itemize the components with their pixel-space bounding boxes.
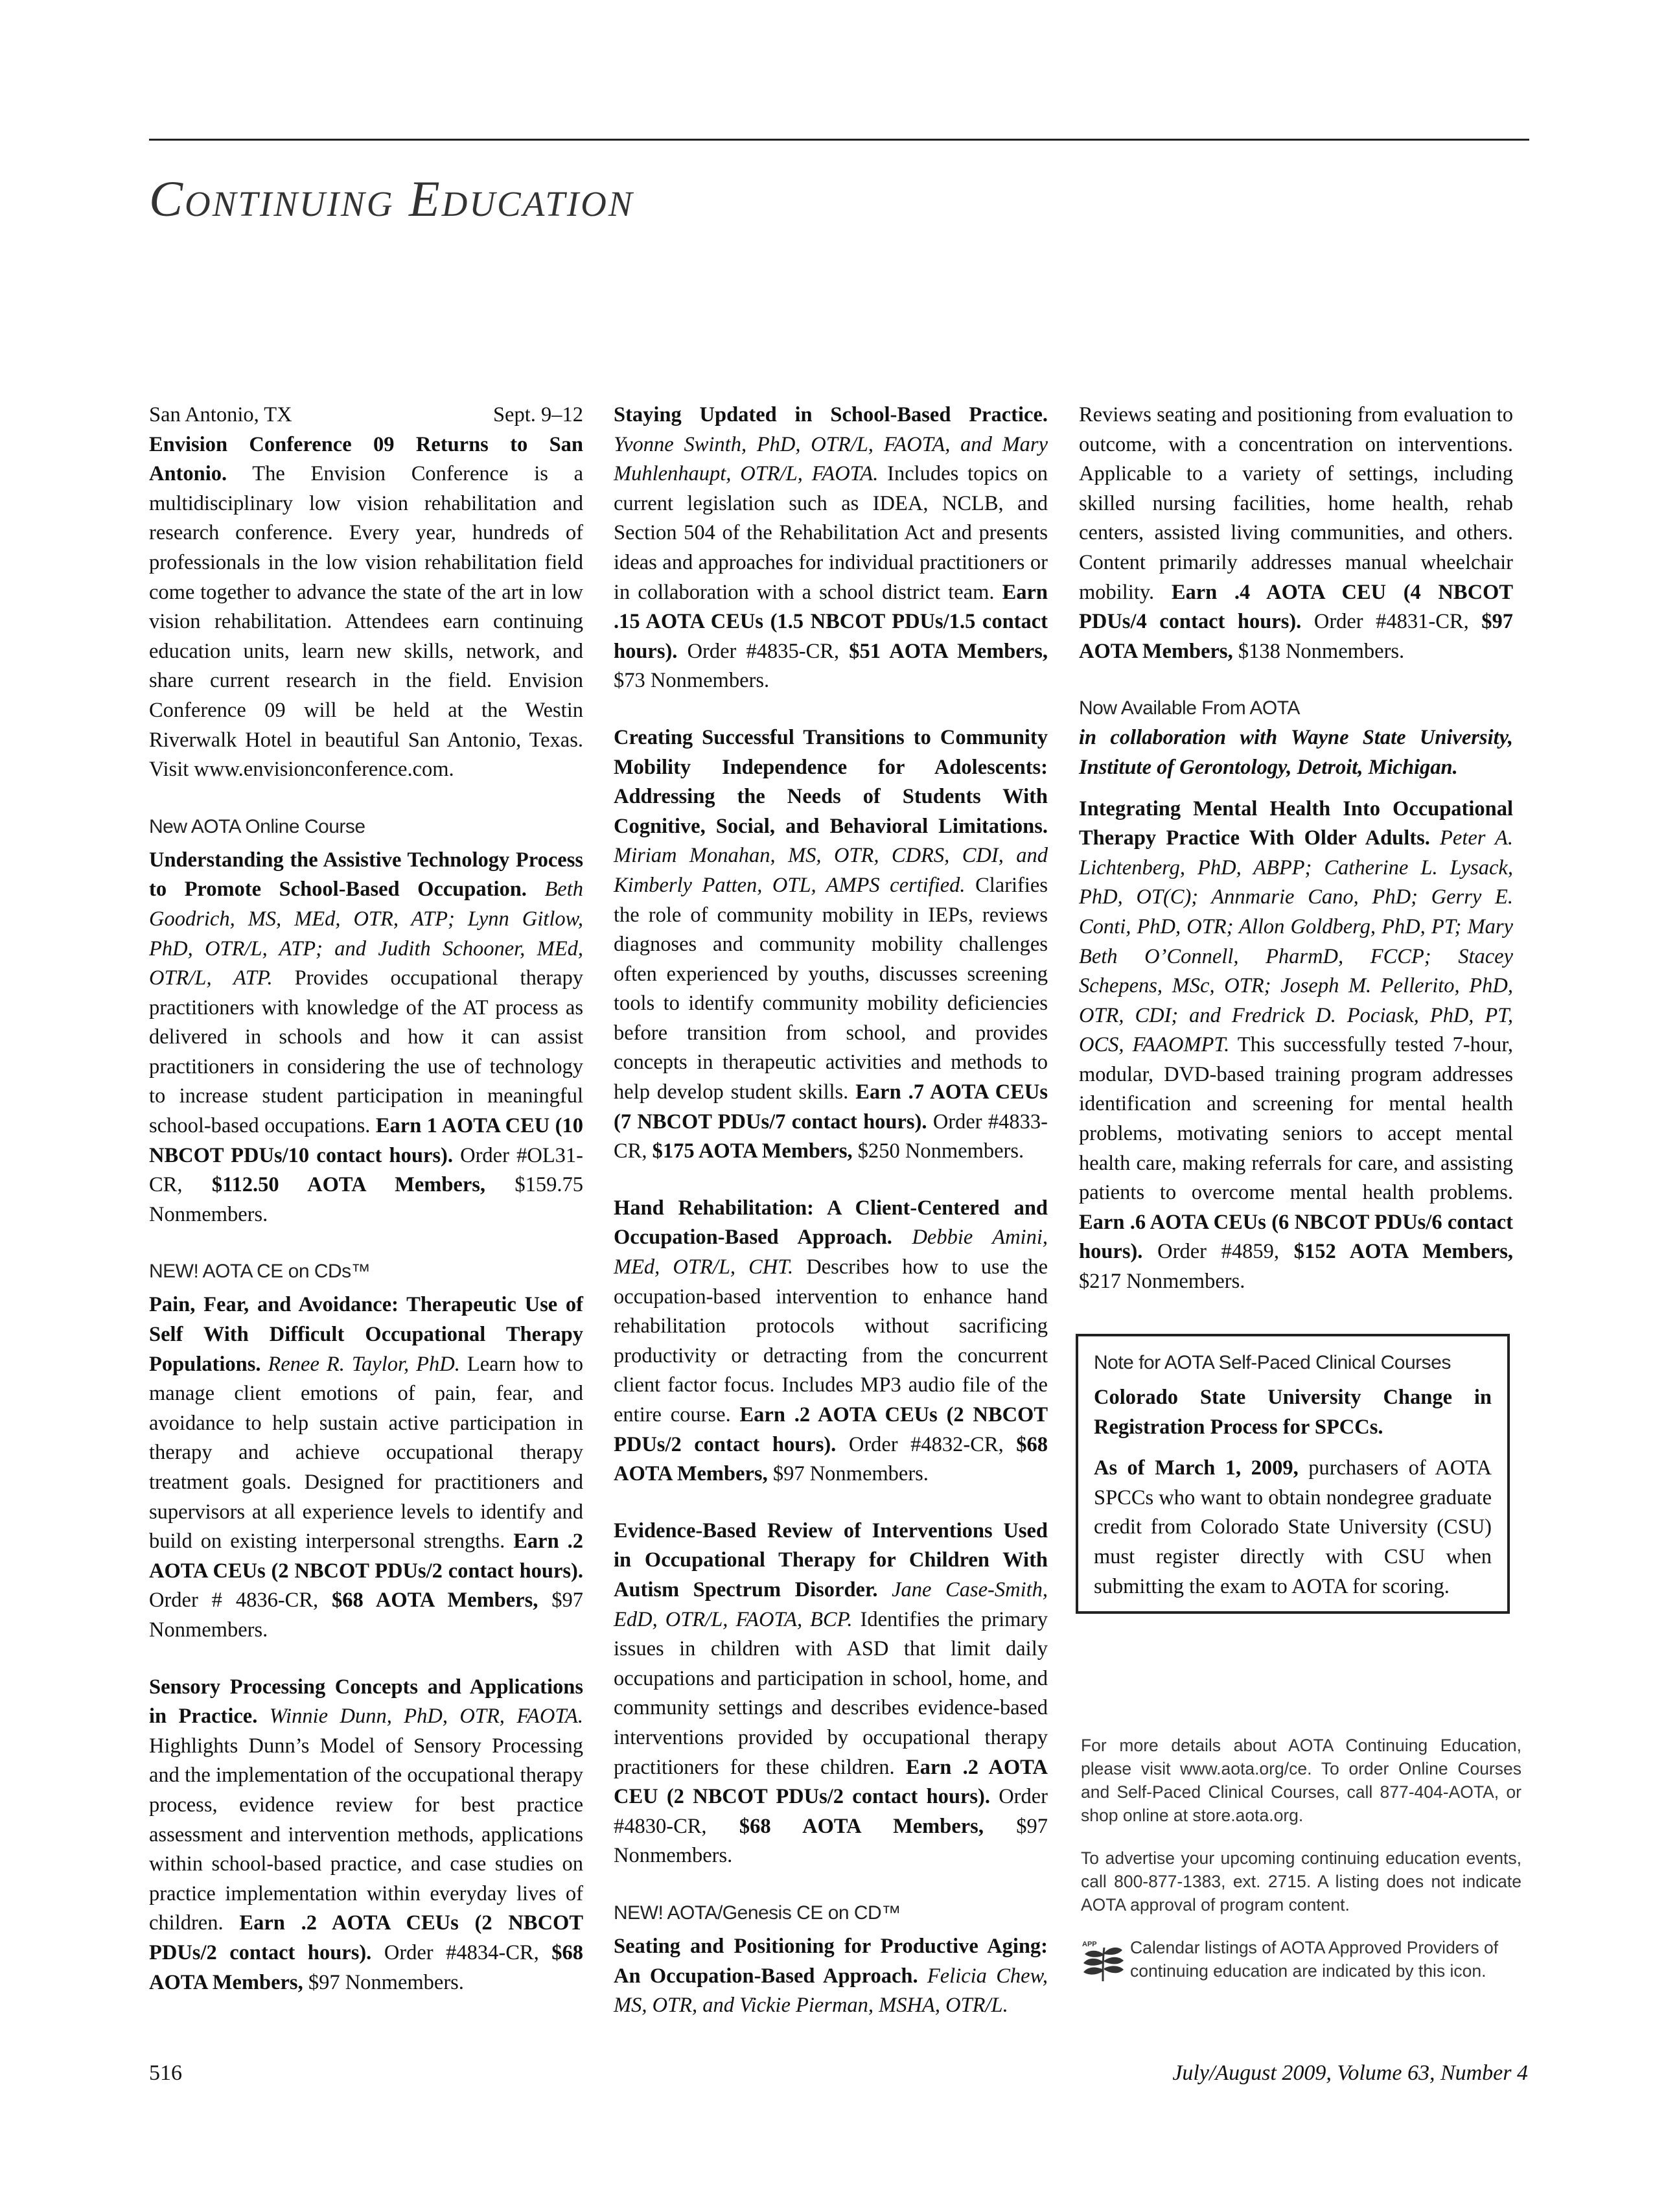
- entry-title: Seating and Positioning for Productive Aging: An Occupation-Based Approach.: [614, 1934, 1048, 1988]
- entry-title: Pain, Fear, and Avoidance: Therapeutic Use of Self With Difficult Occupational Therapy Populations.: [149, 1293, 583, 1376]
- listing-seating-positioning: [614, 1932, 1048, 2021]
- provider-note-text: Calendar listings of AOTA Approved Providers of continuing education are indicated by this icon.: [1130, 1938, 1499, 1981]
- entry-title: Creating Successful Transitions to Community Mobility Independence for Adolescents: Addressing the Needs of Students With Cognitive, Social, and Behavioral Limitations.: [614, 725, 1048, 838]
- entry-order: Order #4834-CR,: [384, 1940, 539, 1964]
- entry-nonmember-price: $159.75 Nonmembers.: [149, 1173, 584, 1226]
- entry-member-price: $68 AOTA Members,: [332, 1589, 538, 1612]
- note-body: purchasers of AOTA SPCCs who want to obtain nondegree graduate credit from Colorado State University (CSU) must register directly with CSU when submitting the exam to AOTA for scoring.: [1094, 1456, 1492, 1598]
- entry-authors: Jane Case-Smith, EdD, OTR/L, FAOTA, BCP.: [614, 1578, 1048, 1631]
- category-heading: NEW! AOTA CE on CDs™: [149, 1261, 371, 1283]
- entry-credit: Earn .4 AOTA CEU (4 NBCOT PDUs/4 contact hours).: [1079, 580, 1514, 634]
- entry-nonmember-price: $73 Nonmembers.: [614, 669, 770, 693]
- entry-order: Order #OL31-CR,: [149, 1143, 583, 1197]
- note-heading: Note for AOTA Self-Paced Clinical Courses: [1094, 1352, 1451, 1373]
- entry-authors: Winnie Dunn, PhD, OTR, FAOTA.: [269, 1705, 583, 1729]
- entry-member-price: $97 AOTA Members,: [1079, 610, 1514, 663]
- entry-authors: Debbie Amini, MEd, OTR/L, CHT.: [614, 1226, 1048, 1279]
- entry-credit: Earn .15 AOTA CEUs (1.5 NBCOT PDUs/1.5 contact hours).: [614, 580, 1048, 663]
- listing-pain-fear-avoidance: [149, 1290, 583, 1645]
- entry-title: Envision Conference 09 Returns to San Antonio.: [149, 432, 583, 486]
- entry-order: Order #4859,: [1157, 1240, 1280, 1264]
- listing-school-based-practice: [614, 401, 1048, 696]
- listing-envision: [149, 401, 583, 785]
- entry-nonmember-price: $217 Nonmembers.: [1079, 1270, 1245, 1294]
- entry-order: Order #4835-CR,: [687, 639, 840, 663]
- provider-note: [1081, 1936, 1521, 1984]
- entry-member-price: $51 AOTA Members,: [849, 639, 1048, 663]
- note-body-paragraph: [1094, 1454, 1492, 1601]
- entry-nonmember-price: $97 Nonmembers.: [149, 1589, 584, 1642]
- category-heading: Now Available From AOTA: [1079, 697, 1300, 719]
- entry-member-price: $152 AOTA Members,: [1293, 1240, 1514, 1264]
- provider-icon-label: APP: [1082, 1940, 1097, 1948]
- entry-authors: Yvonne Swinth, PhD, OTR/L, FAOTA, and Mary Muhlenhaupt, OTR/L, FAOTA.: [614, 432, 1048, 486]
- note-title-paragraph: [1094, 1383, 1492, 1442]
- entry-order: Order #4833-CR,: [614, 1110, 1048, 1163]
- entry-member-price: $68 AOTA Members,: [614, 1432, 1048, 1486]
- entry-title: Sensory Processing Concepts and Applications in Practice.: [149, 1675, 583, 1729]
- entry-nonmember-price: $250 Nonmembers.: [857, 1139, 1024, 1163]
- entry-body: The Envision Conference is a multidisciplinary low vision rehabilitation and research conference. Every year, hundreds of professionals in the low vision rehabilitation field come together to advance the state of the art in low vision rehabilitation. Attendees earn continuing education units, learn new skills, network, and share current research in the field. Envision Conference 09 will be held at the Westin Riverwalk Hotel in beautiful San Antonio, Texas. Visit www.envisionconference.com.: [149, 462, 583, 782]
- entry-body: Highlights Dunn’s Model of Sensory Processing and the implementation of the occupational therapy process, evidence review for best practice assessment and intervention methods, applications within school-based practice, and case studies on practice implementation within everyday lives of children.: [149, 1734, 583, 1935]
- entry-body: Provides occupational therapy practitioners with knowledge of the AT process as delivered in schools and how it can assist practitioners in considering the use of technology to increase student participation in meaningful school-based occupations.: [149, 966, 583, 1138]
- entry-title: Hand Rehabilitation: A Client-Centered and Occupation-Based Approach.: [614, 1196, 1048, 1250]
- entry-title: Integrating Mental Health Into Occupational Therapy Practice With Older Adults.: [1079, 797, 1513, 850]
- column-3: [1079, 401, 1513, 1297]
- entry-authors: Felicia Chew, MS, OTR, and Vickie Pierman, MSHA, OTR/L.: [614, 1964, 1048, 2018]
- entry-body: Identifies the primary issues in children with ASD that limit daily occupations and participation in school, home, and community settings and describes evidence-based interventions provided by occupational therapy practitioners for these children.: [614, 1607, 1048, 1779]
- entry-authors: Miriam Monahan, MS, OTR, CDRS, CDI, and Kimberly Patten, OTL, AMPS certified.: [614, 844, 1048, 897]
- entry-credit: Earn .2 AOTA CEUs (2 NBCOT PDUs/2 contact hours).: [149, 1911, 583, 1964]
- location-line: [149, 401, 583, 430]
- listing-assistive-technology: [149, 846, 583, 1230]
- collaboration-note: [1079, 723, 1513, 782]
- entry-order: Order #4832-CR,: [848, 1432, 1004, 1456]
- entry-member-price: $175 AOTA Members,: [652, 1139, 853, 1163]
- spcc-note-box: [1076, 1334, 1510, 1614]
- entry-credit: Earn 1 AOTA CEU (10 NBCOT PDUs/10 contact hours).: [149, 1114, 583, 1167]
- listing-seating-positioning-continued: [1079, 401, 1513, 666]
- entry-authors: Renee R. Taylor, PhD.: [268, 1352, 460, 1376]
- listing-community-mobility: [614, 723, 1048, 1167]
- aota-approved-provider-icon: [1081, 1938, 1125, 1984]
- category-heading: New AOTA Online Course: [149, 815, 365, 837]
- entry-member-price: $112.50 AOTA Members,: [211, 1173, 486, 1197]
- entry-order: Order #4831-CR,: [1313, 610, 1469, 634]
- entry-authors: Beth Goodrich, MS, MEd, OTR, ATP; Lynn Gitlow, PhD, OTR/L, ATP; and Judith Schooner, MEd, OTR/L, ATP.: [149, 878, 584, 990]
- note-title: Colorado State University Change in Registration Process for SPCCs.: [1094, 1386, 1492, 1439]
- entry-title: Evidence-Based Review of Interventions Used in Occupational Therapy for Children With Autism Spectrum Disorder.: [614, 1519, 1048, 1601]
- entry-body: Reviews seating and positioning from evaluation to outcome, with a concentration on interventions. Applicable to a variety of settings, including skilled nursing facilities, home health, rehab centers, assisted living communities, and others. Content primarily addresses manual wheelchair mobility.: [1079, 403, 1513, 604]
- listing-autism-evidence-review: [614, 1517, 1048, 1871]
- entry-nonmember-price: $97 Nonmembers.: [614, 1814, 1048, 1868]
- entry-credit: Earn .2 AOTA CEUs (2 NBCOT PDUs/2 contact hours).: [149, 1530, 584, 1583]
- listing-mental-health-older-adults: [1079, 795, 1513, 1297]
- entry-member-price: $68 AOTA Members,: [149, 1940, 584, 1994]
- entry-credit: Earn .7 AOTA CEUs (7 NBCOT PDUs/7 contact hours).: [614, 1080, 1048, 1134]
- note-lead: As of March 1, 2009,: [1094, 1456, 1299, 1480]
- column-2: [614, 401, 1048, 2021]
- advertise-note: To advertise your upcoming continuing education events, call 800-877-1383, ext. 2715. A listing does not indicate AOTA approval of program content.: [1081, 1848, 1521, 1915]
- entry-credit: Earn .2 AOTA CEU (2 NBCOT PDUs/2 contact hours).: [614, 1755, 1048, 1809]
- entry-order: Order #4830-CR,: [614, 1785, 1048, 1838]
- footnotes: [1081, 1734, 1521, 1984]
- entry-body: Describes how to use the occupation-based intervention to enhance hand rehabilitation protocols without sacrificing productivity or detracting from the concurrent client factor focus. Includes MP3 audio file of the entire course.: [614, 1255, 1048, 1426]
- entry-member-price: $68 AOTA Members,: [739, 1814, 984, 1838]
- entry-nonmember-price: $97 Nonmembers.: [772, 1462, 929, 1486]
- section-title: Continuing Education: [149, 170, 634, 227]
- entry-title: Staying Updated in School-Based Practice.: [614, 403, 1048, 426]
- details-note: For more details about AOTA Continuing Education, please visit www.aota.org/ce. To order Online Courses and Self-Paced Clinical Courses, call 877-404-AOTA, or shop online at store.aota.org.: [1081, 1736, 1521, 1825]
- entry-authors: Peter A. Lichtenberg, PhD, ABPP; Catherine L. Lysack, PhD, OT(C); Annmarie Cano, PhD; Gerry E. Conti, PhD, OTR; Allon Goldberg, PhD, PT; Mary Beth O’Connell, PharmD, FCCP; Stacey Schepens, MSc, OTR; Joseph M. Pellerito, PhD, OTR, CDI; and Fredrick D. Pociask, PhD, PT, OCS, FAAOMPT.: [1079, 826, 1513, 1057]
- entry-credit: Earn .2 AOTA CEUs (2 NBCOT PDUs/2 contact hours).: [614, 1403, 1048, 1456]
- listing-hand-rehabilitation: [614, 1194, 1048, 1489]
- entry-nonmember-price: $138 Nonmembers.: [1238, 639, 1405, 663]
- column-1: [149, 401, 583, 1997]
- entry-title: Understanding the Assistive Technology Process to Promote School-Based Occupation.: [149, 848, 583, 902]
- entry-order: Order # 4836-CR,: [149, 1589, 319, 1612]
- collaboration-text: in collaboration with Wayne State University, Institute of Gerontology, Detroit, Michigan.: [1079, 726, 1513, 779]
- event-date: Sept. 9–12: [492, 403, 583, 426]
- listing-sensory-processing: [149, 1673, 583, 1998]
- header-rule: [149, 139, 1529, 141]
- page-number: 516: [149, 2061, 182, 2085]
- entry-nonmember-price: $97 Nonmembers.: [308, 1970, 464, 1994]
- entry-credit: Earn .6 AOTA CEUs (6 NBCOT PDUs/6 contact hours).: [1079, 1210, 1513, 1264]
- entry-body: Includes topics on current legislation such as IDEA, NCLB, and Section 504 of the Rehabilitation Act and presents ideas and approaches for individual practitioners or in collaboration with a school district team.: [614, 462, 1048, 604]
- event-location: San Antonio, TX: [149, 403, 292, 426]
- entry-body: Clarifies the role of community mobility in IEPs, reviews diagnoses and community mobility challenges often experienced by youths, discusses screening tools to identify community mobility deficiencies before transition from school, and provides concepts in therapeutic activities and methods to help develop student skills.: [614, 873, 1048, 1104]
- entry-body: Learn how to manage client emotions of pain, fear, and avoidance to help sustain active participation in therapy and achieve occupational therapy treatment goals. Designed for practitioners and supervisors at all experience levels to identify and build on existing interpersonal strengths.: [149, 1352, 583, 1554]
- category-heading: NEW! AOTA/Genesis CE on CD™: [614, 1902, 901, 1924]
- issue-info: July/August 2009, Volume 63, Number 4: [1172, 2061, 1528, 2085]
- entry-body: This successfully tested 7-hour, modular, DVD-based training program addresses identification and screening for mental health problems, motivating seniors to accept mental health care, making referrals for care, and assisting patients to overcome mental health problems.: [1079, 1033, 1514, 1205]
